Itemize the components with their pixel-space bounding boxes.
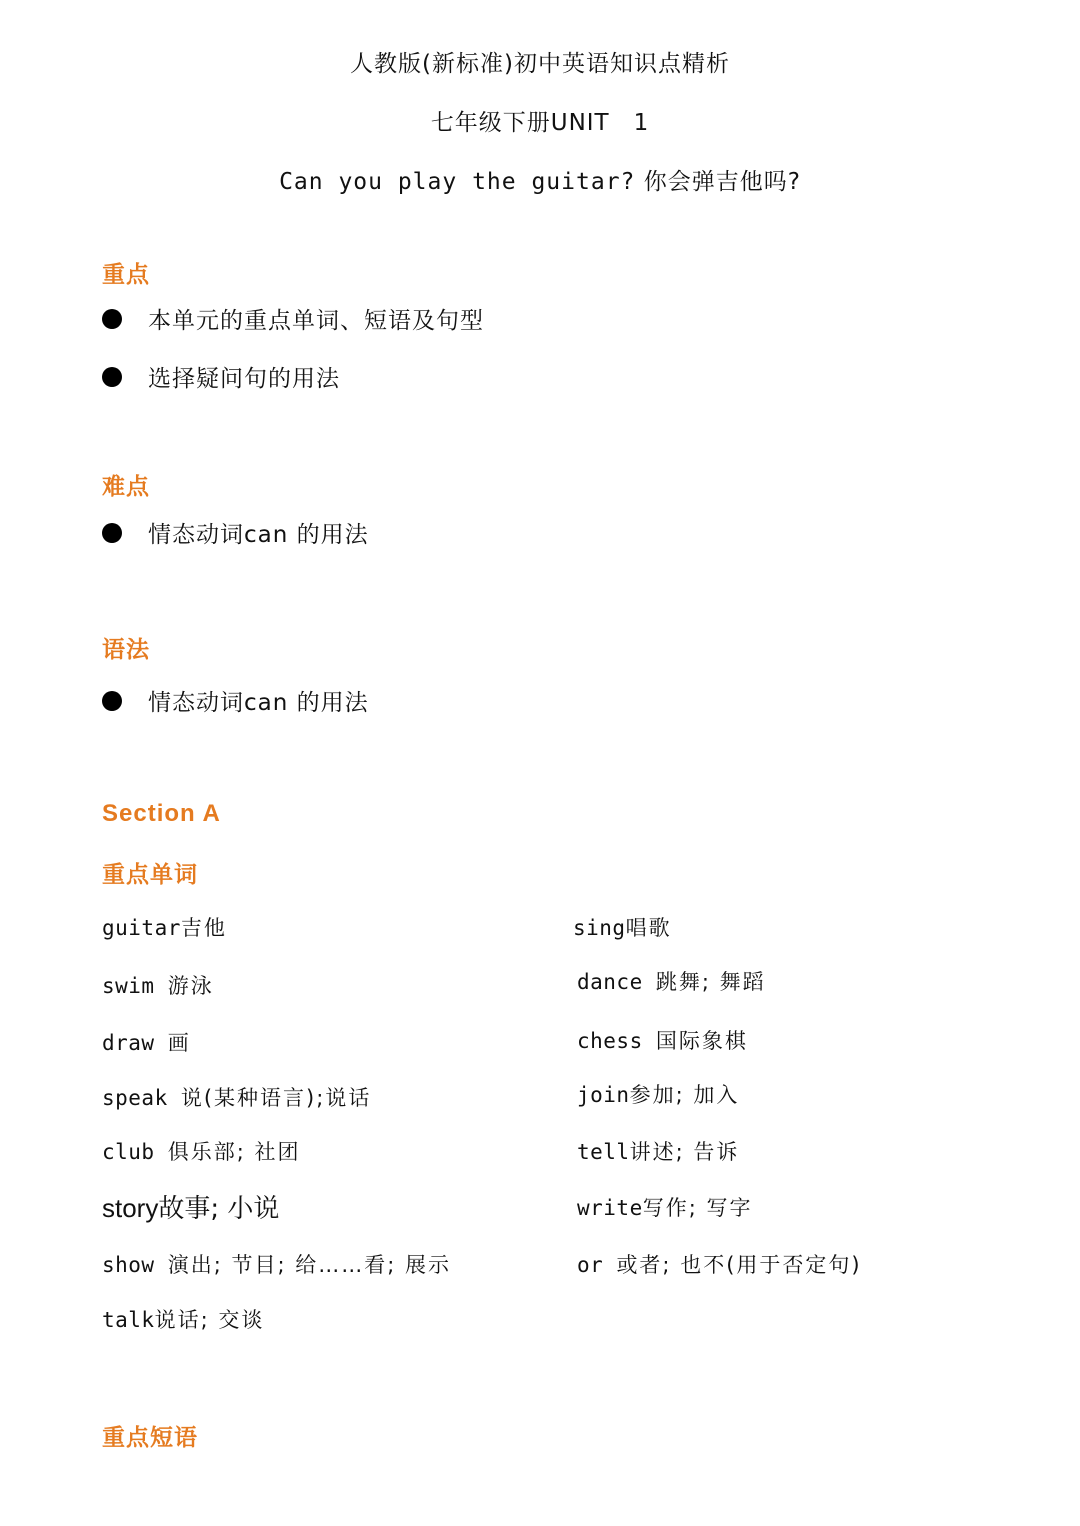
vocab-item [102,1136,300,1166]
vocab-chinese: 故事; 小说 [158,1194,280,1224]
vocab-chinese: 俱乐部; 社团 [167,1140,301,1164]
vocab-english: write [577,1196,643,1220]
vocab-english: join [577,1083,630,1107]
vocab-item [577,1136,739,1166]
vocab-english: sing [573,916,626,940]
bullet-icon [102,309,122,329]
vocab-item [577,1025,748,1055]
vocab-english: tell [577,1140,630,1164]
vocab-item [577,966,766,996]
vocab-chinese: 画 [167,1031,191,1055]
document-title: 人教版(新标准)初中英语知识点精析 [350,51,730,77]
section-a-heading: Section A [102,800,221,827]
vocab-english: speak [102,1086,181,1110]
vocab-chinese: 国际象棋 [655,1029,748,1053]
bullet-icon [102,691,122,711]
vocab-english: dance [577,970,656,994]
vocab-item [577,1079,739,1109]
vocab-item [102,1082,371,1112]
vocab-english: club [102,1140,168,1164]
vocab-english: swim [102,974,168,998]
bullet-icon [102,523,122,543]
key-points-heading: 重点 [102,262,150,288]
vocab-item [577,1192,752,1222]
vocab-chinese: 说话; 交谈 [154,1308,265,1332]
difficulties-heading: 难点 [102,474,150,500]
vocab-item [577,1249,862,1279]
grammar-heading: 语法 [102,637,150,663]
unit-subtitle-english: Can you play the guitar? [279,169,636,195]
key-phrases-heading: 重点短语 [102,1425,198,1451]
vocab-item [102,912,227,942]
unit-subtitle-chinese: 你会弹吉他吗? [643,169,801,195]
vocab-english: guitar [102,916,181,940]
difficulty-text: 情态动词can 的用法 [148,522,369,548]
vocab-chinese: 讲述; 告诉 [629,1140,740,1164]
vocab-chinese: 游泳 [167,974,214,998]
vocab-item [102,1249,451,1279]
vocab-item [102,1304,264,1334]
vocab-chinese: 或者; 也不(用于否定句) [616,1253,862,1277]
vocab-chinese: 参加; 加入 [629,1083,740,1107]
vocab-chinese: 写作; 写字 [642,1196,753,1220]
vocab-item [102,1027,191,1057]
vocab-english: draw [102,1031,168,1055]
key-point-item [102,360,340,393]
vocab-chinese: 吉他 [180,916,227,940]
unit-subtitle [0,163,1080,196]
key-point-text: 选择疑问句的用法 [148,366,340,392]
vocab-item [573,912,672,942]
key-words-heading: 重点单词 [102,862,198,888]
difficulty-item [102,516,369,549]
vocab-chinese: 演出; 节目; 给……看; 展示 [167,1253,451,1277]
vocab-chinese: 跳舞; 舞蹈 [655,970,766,994]
vocab-english: show [102,1253,168,1277]
vocab-chinese: 唱歌 [625,916,672,940]
vocab-english: chess [577,1029,656,1053]
vocab-chinese: 说(某种语言);说话 [180,1086,372,1110]
bullet-icon [102,367,122,387]
grammar-item [102,684,369,717]
grammar-text: 情态动词can 的用法 [148,690,369,716]
unit-title: 七年级下册UNIT 1 [430,110,650,136]
vocab-english: talk [102,1308,155,1332]
key-point-text: 本单元的重点单词、短语及句型 [148,308,484,334]
vocab-item [102,970,214,1000]
vocab-english: or [577,1253,617,1277]
vocab-english: story [102,1193,159,1223]
vocab-item [102,1188,279,1225]
key-point-item [102,302,484,335]
